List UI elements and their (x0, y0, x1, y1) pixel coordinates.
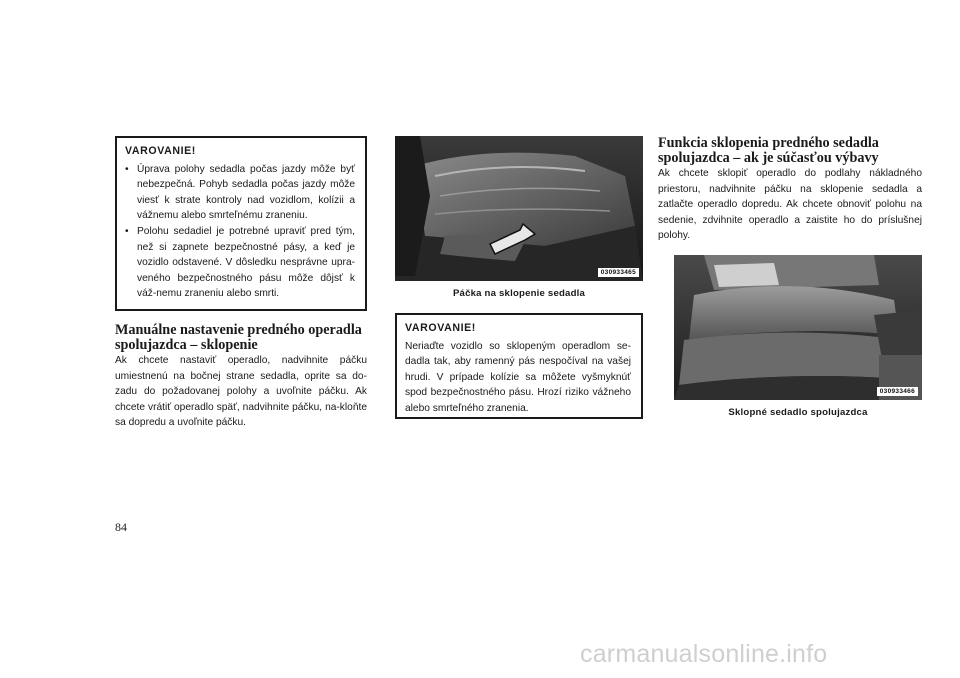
middle-column (395, 136, 643, 419)
left-column (115, 136, 367, 431)
seat-adjust-warning-box (115, 136, 367, 311)
section-heading-fold-flat: Funkcia sklopenia predného sedadla spolujazdca – ak je súčasťou výbavy (658, 135, 879, 166)
folded-seat-photo (674, 255, 922, 400)
warning-list (125, 162, 355, 302)
seat-lever-photo (395, 136, 643, 281)
right-column (658, 136, 922, 418)
warning-item: • Úprava polohy sedadla počas jazdy môže byť nebezpečná. Pohyb sedadla počas jazdy môže viesť k strate kontroly nad vozidlom, kolízii a vážnemu alebo smrteľnému zraneniu. (125, 162, 355, 224)
photo-caption: Sklopné sedadlo spolujazdca (728, 406, 868, 418)
warning-text: Neriaďte vozidlo so sklopeným operadlom se-dadla tak, aby ramenný pás nespočíval na vašej hrudi. V prípade kolízie sa môžete vyšmyknúť spod bezpečnostného pásu. Hrozí riziko vážneho alebo smrteľného zranenia. (405, 340, 631, 414)
folded-seat-illustration (674, 255, 922, 400)
warning-item: • Polohu sedadiel je potrebné upraviť pred tým, než si zapnete bezpečnostné pásy, a keď je vozidlo odstavené. V dôsledku nesprávne upra-veného bezpečnostného pásu môže dôjsť k váž-nemu zraneniu alebo smrti. (125, 224, 355, 302)
page-number: 84 (115, 520, 127, 534)
photo-code: 030933465 (598, 268, 639, 277)
photo-caption: Páčka na sklopenie sedadla (452, 288, 586, 299)
section-heading-manual-recline: Manuálne nastavenie predného operadla spolujazdca – sklopenie (115, 322, 362, 353)
photo-code: 030933466 (877, 387, 918, 396)
warning-title: VAROVANIE! (405, 322, 476, 334)
section-body-manual-recline: Ak chcete nastaviť operadlo, nadvihnite páčku umiestnenú na bočnej strane sedadla, oprite sa do-zadu do požadovanej polohy a uvoľnite páčku. Ak chcete vrátiť operadlo späť, nadvihnite páčku, na-kloňte sa dopredu a uvoľnite páčku. (115, 355, 367, 429)
seat-lever-illustration (395, 136, 643, 281)
reclined-driving-warning-box (395, 313, 643, 419)
watermark: carmanualsonline.info (580, 640, 828, 668)
section-body-fold-flat: Ak chcete sklopiť operadlo do podlahy nákladného priestoru, nadvihnite páčku na sklopenie sedadla a zatlačte operadlo dopredu. Ak chcete obnoviť polohu na sedenie, zdvihnite operadlo a zaistite ho do príslušnej polohy. (658, 168, 922, 242)
warning-title: VAROVANIE! (125, 145, 196, 157)
